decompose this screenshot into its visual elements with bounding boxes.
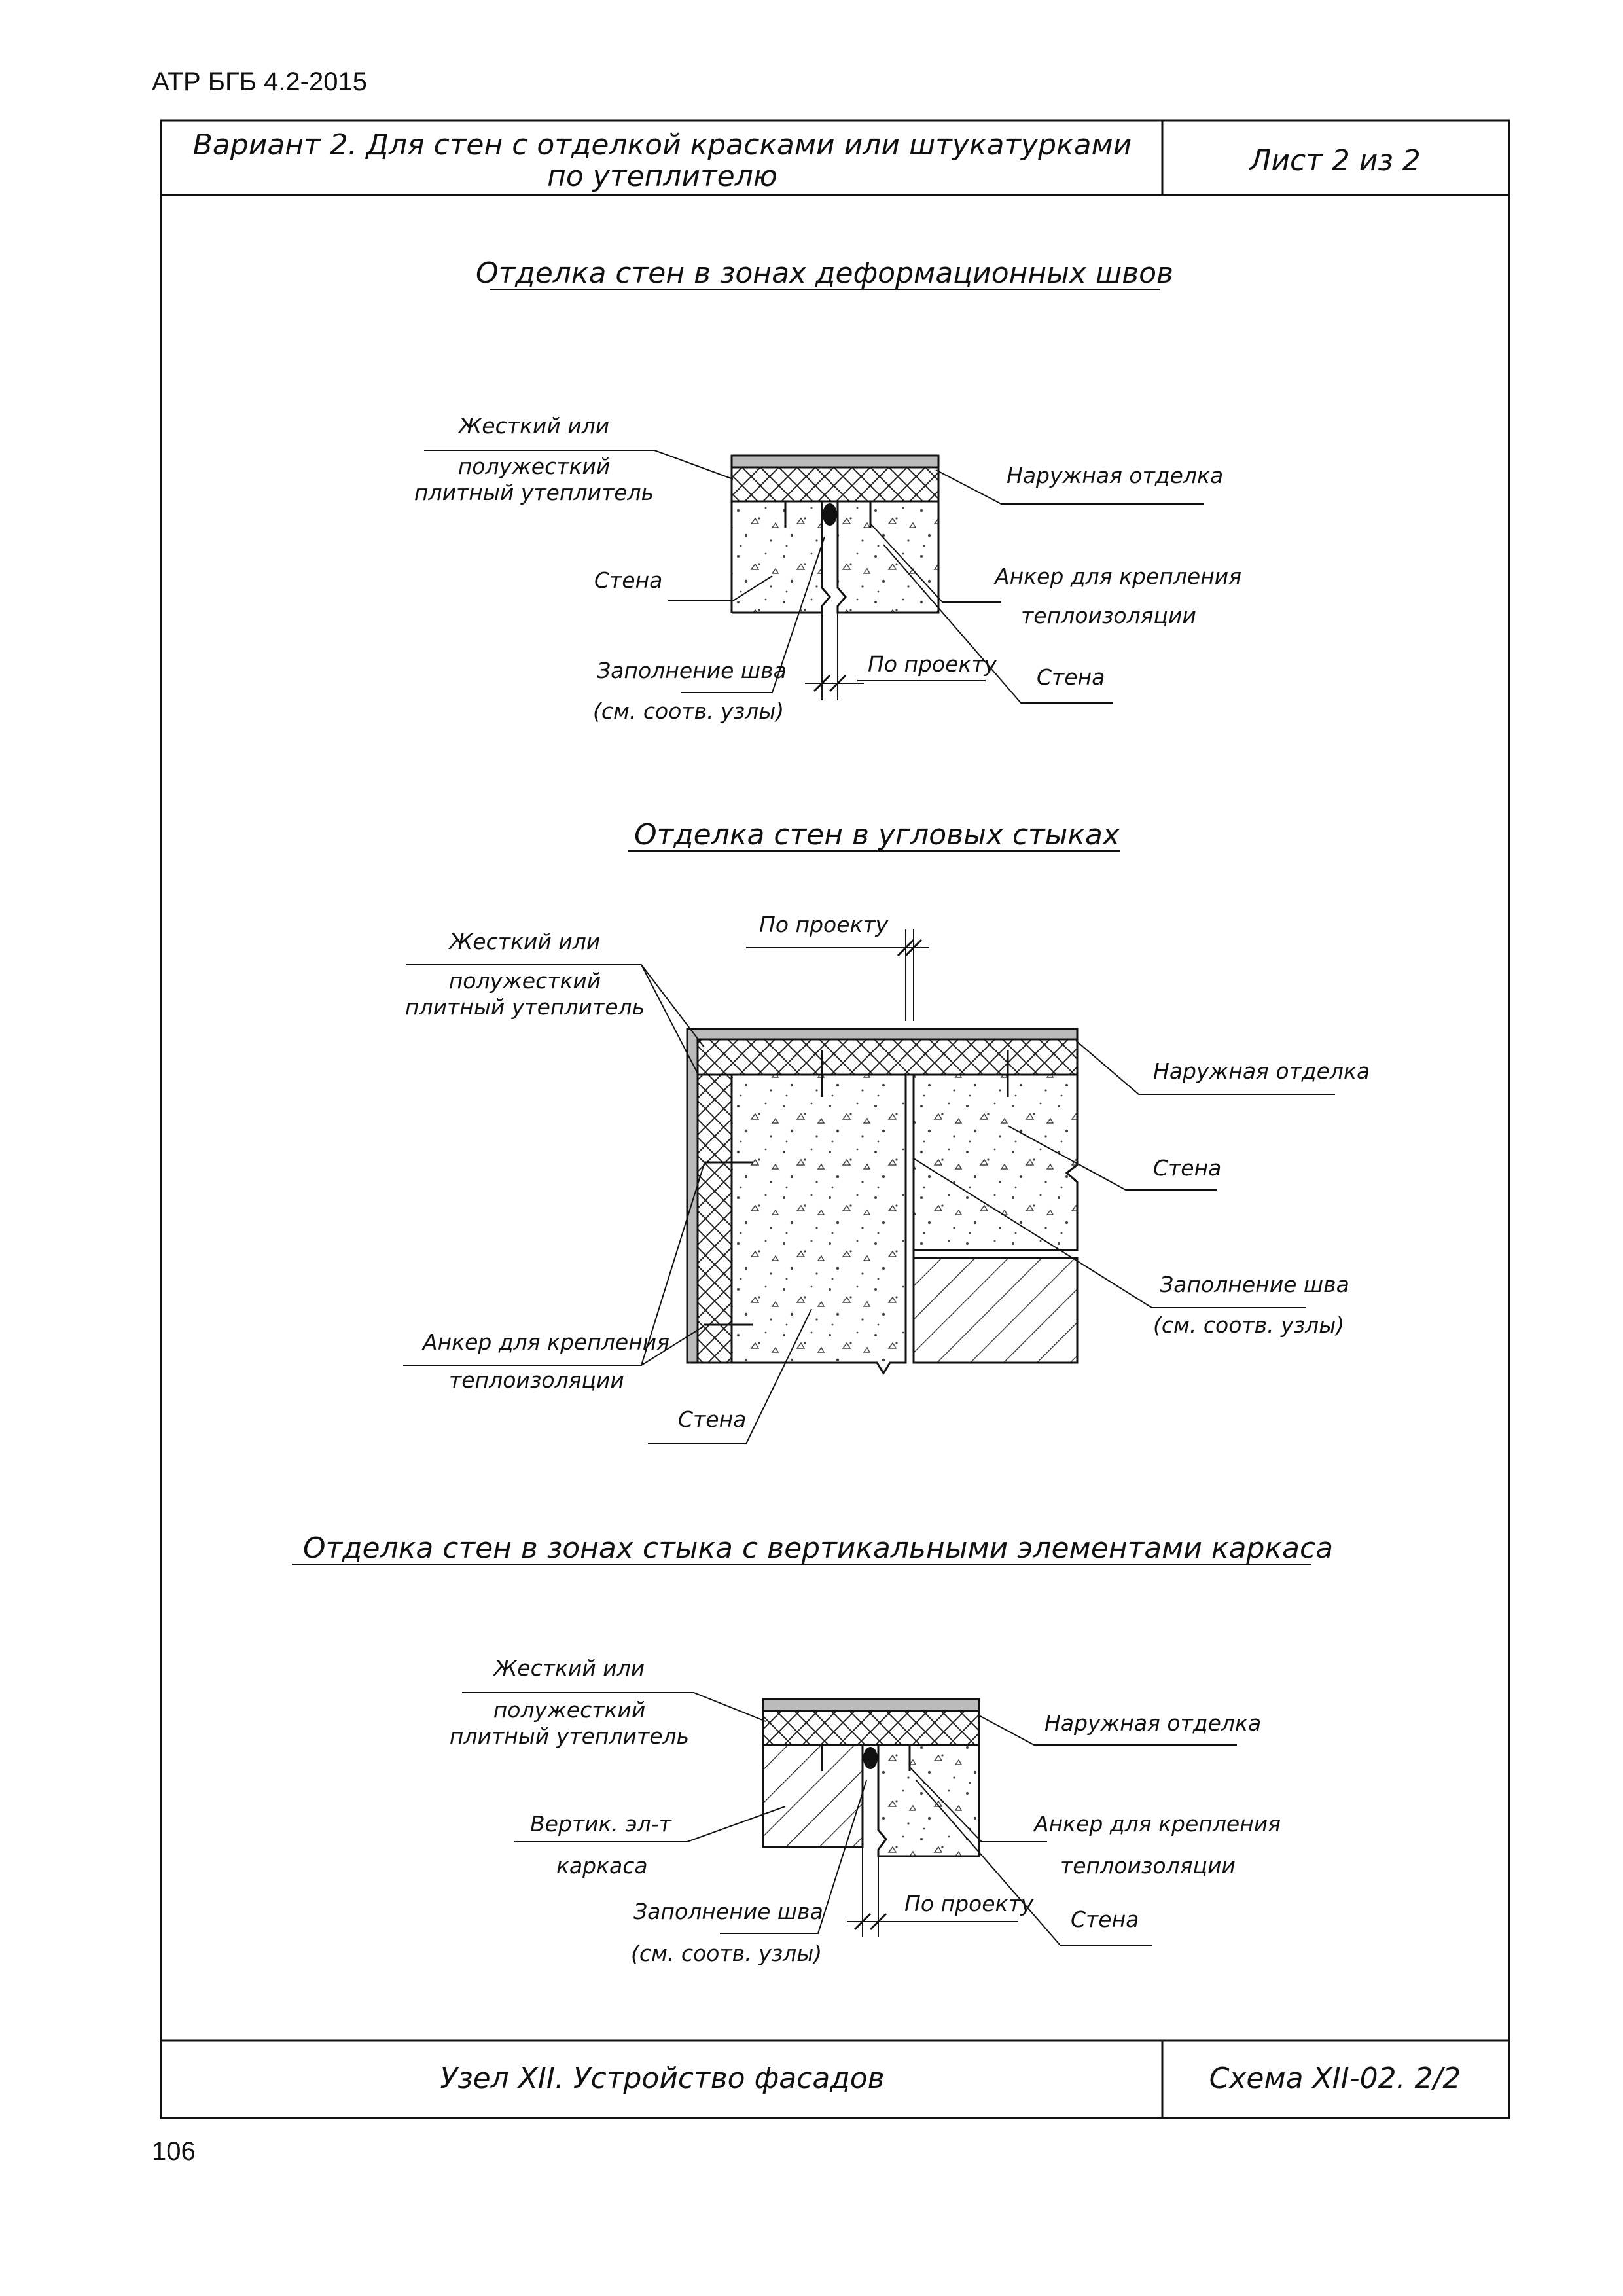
label-exterior-finish: Наружная отделка: [1153, 1058, 1370, 1084]
label-wall-right: Стена: [1037, 664, 1105, 690]
section3-title: Отделка стен в зонах стыка с вертикальными элементами каркаса: [302, 1532, 1334, 1565]
label-insulation-line1: Жесткий или: [458, 413, 610, 439]
label-anchor-line2: теплоизоляции: [449, 1367, 624, 1393]
label-insulation-line3: плитный утеплитель: [404, 994, 645, 1020]
header-title-line2: по утеплителю: [547, 160, 777, 193]
label-anchor-line1: Анкер для крепления: [423, 1329, 670, 1355]
insulation-layer: [763, 1711, 979, 1745]
wall-block: [878, 1745, 979, 1856]
insulation-layer: [732, 467, 938, 501]
joint-filler-cord: [823, 503, 837, 526]
section-deformation-joints: [414, 257, 1241, 724]
exterior-finish-layer: [763, 1699, 979, 1711]
label-anchor-line2: теплоизоляции: [1021, 603, 1196, 628]
label-joint-fill-line2: (см. соотв. узлы): [1153, 1312, 1345, 1338]
vertical-frame-element: [763, 1745, 863, 1847]
label-by-project: По проекту: [868, 651, 997, 677]
label-joint-fill-line2: (см. соотв. узлы): [631, 1941, 823, 1966]
label-exterior-finish: Наружная отделка: [1007, 463, 1224, 488]
wall-right-block: [838, 501, 938, 613]
frame-element: [914, 1258, 1077, 1363]
label-wall-bottom: Стена: [678, 1407, 747, 1432]
label-frame-line1: Вертик. эл-т: [530, 1811, 671, 1837]
label-insulation-line1: Жесткий или: [449, 929, 601, 954]
section1-title: Отделка стен в зонах деформационных швов: [476, 257, 1173, 290]
document-reference: АТР БГБ 4.2-2015: [152, 67, 367, 96]
insulation-layer-top: [698, 1039, 1077, 1075]
label-insulation-line2: полужесткий: [448, 968, 601, 994]
joint-filler-cord: [863, 1747, 878, 1769]
wall-corner-block: [732, 1075, 906, 1373]
label-joint-fill-line2: (см. соотв. узлы): [593, 698, 785, 724]
label-insulation-line3: плитный утеплитель: [414, 480, 654, 505]
label-anchor-line2: теплоизоляции: [1060, 1853, 1236, 1878]
label-anchor-line1: Анкер для крепления: [995, 564, 1242, 589]
label-wall-right: Стена: [1153, 1155, 1222, 1181]
footer-node-title: Узел XII. Устройство фасадов: [440, 2062, 885, 2095]
footer-scheme-number: Схема XII-02. 2/2: [1209, 2062, 1461, 2095]
label-joint-fill-line1: Заполнение шва: [1160, 1272, 1349, 1297]
insulation-layer-side: [698, 1075, 732, 1363]
label-exterior-finish: Наружная отделка: [1044, 1710, 1262, 1736]
label-by-project: По проекту: [904, 1891, 1034, 1916]
label-insulation-line2: полужесткий: [457, 454, 611, 479]
section2-title: Отделка стен в угловых стыках: [633, 818, 1120, 852]
label-insulation-line2: полужесткий: [493, 1697, 646, 1723]
sheet-counter: Лист 2 из 2: [1249, 144, 1421, 177]
label-by-project: По проекту: [759, 912, 889, 937]
leader-insulation-side: [641, 965, 698, 1073]
label-joint-fill-line1: Заполнение шва: [597, 658, 787, 683]
section-corner-joints: [403, 818, 1370, 1444]
page-number: 106: [152, 2137, 196, 2166]
label-anchor-line1: Анкер для крепления: [1034, 1811, 1281, 1837]
label-wall-left: Стена: [594, 567, 663, 593]
label-frame-line2: каркаса: [556, 1853, 648, 1878]
label-wall-right: Стена: [1071, 1907, 1139, 1932]
label-joint-fill-line1: Заполнение шва: [633, 1899, 823, 1924]
exterior-finish-layer: [732, 456, 938, 467]
label-insulation-line1: Жесткий или: [493, 1655, 645, 1681]
header-title-line1: Вариант 2. Для стен с отделкой красками или штукатурками: [192, 128, 1132, 162]
wall-adjacent-block: [914, 1075, 1077, 1250]
section-frame-junctions: [292, 1532, 1333, 1966]
label-insulation-line3: плитный утеплитель: [449, 1723, 690, 1749]
wall-left-block: [732, 501, 830, 613]
